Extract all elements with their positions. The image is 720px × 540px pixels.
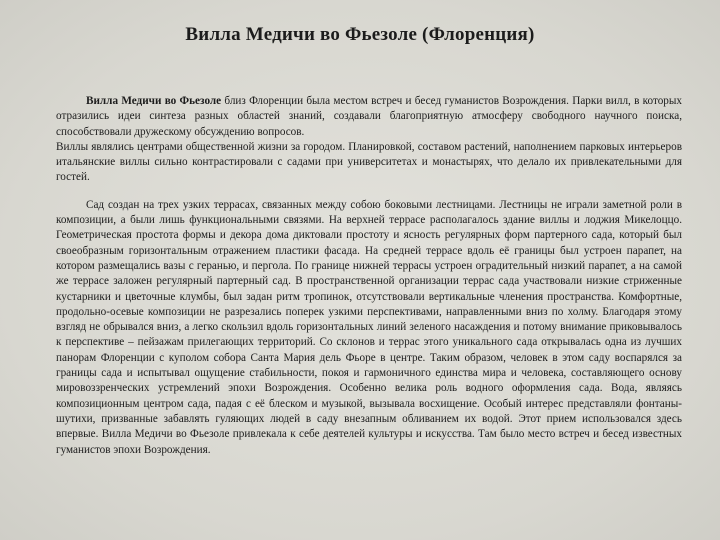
villas-paragraph: Виллы являлись центрами общественной жизни за городом. Планировкой, составом растений, наполнением парковых интерьеров итальянские виллы сильно контрастировали с садами при университетах и монастырях, что делало их привлекательными для гостей. xyxy=(56,140,682,184)
garden-paragraph: Сад создан на трех узких террасах, связанных между собою боковыми лестницами. Лестницы не играли заметной роли в композиции, а были лишь функциональными связями. На верхней террасе располагалось здание виллы и лоджия Микелоццо. Геометрическая простота формы и декора дома диктовали простоту и ясность регулярных форм партерного сада, который был своеобразным горизонтальным отражением пластики фасада. На средней террасе вдоль её границы был устроен парапет, на котором размещались вазы с геранью, и пергола. По границе нижней террасы устроен оградительный низкий парапет, а на самой же террасе заложен регулярный партерный сад. В пространственной организации террас сада участвовали низкие стриженные кустарники и цветочные клумбы, был задан ритм тропинок, отсутствовали вертикальные членения пространства. Комфортные, продольно-осевые композиции не разрезались поперек узкими перспективами, направленными вниз по холму. Благодаря этому взгляд не обрывался вниз, а легко скользил вдоль горизонтальных линий зеленого насаждения и потому внимание приковывалось к перспективе – пейзажам прилегающих территорий. Со склонов и террас этого уникального сада открывалась одна из лучших панорам Флоренции с куполом собора Санта Мария дель Фьоре в центре. Таким образом, человек в этом саду воспарялся за границы сада и испытывал ощущение стабильности, покоя и гармоничного единства мира и человека, составляющего основу мировоззренческих устремлений эпохи Возрождения. Особенно велика роль водного оформления сада. Вода, являясь композиционным центром сада, падая с её блеском и музыкой, вызывала восхищение. Особый интерес представляли фонтаны-шутихи, призванные забавлять гуляющих людей в саду внезапным обливанием их водой. Этот прием использовался здесь впервые. Вилла Медичи во Фьезоле привлекала к себе деятелей культуры и искусства. Там было место встреч и бесед известных гуманистов эпохи Возрождения. xyxy=(56,198,682,456)
body-text xyxy=(56,94,682,458)
intro-paragraph-text: близ Флоренции была местом встреч и бесед гуманистов Возрождения. Парки вилл, в которых отразились идеи синтеза разных областей знаний, создавали благоприятную атмосферу свободного научного поиска, способствовали дружескому обсуждению вопросов. xyxy=(56,95,683,138)
page-title: Вилла Медичи во Фьезоле (Флоренция) xyxy=(185,24,535,45)
intro-paragraph xyxy=(56,94,682,140)
intro-bold-lead: Вилла Медичи во Фьезоле xyxy=(86,95,222,107)
